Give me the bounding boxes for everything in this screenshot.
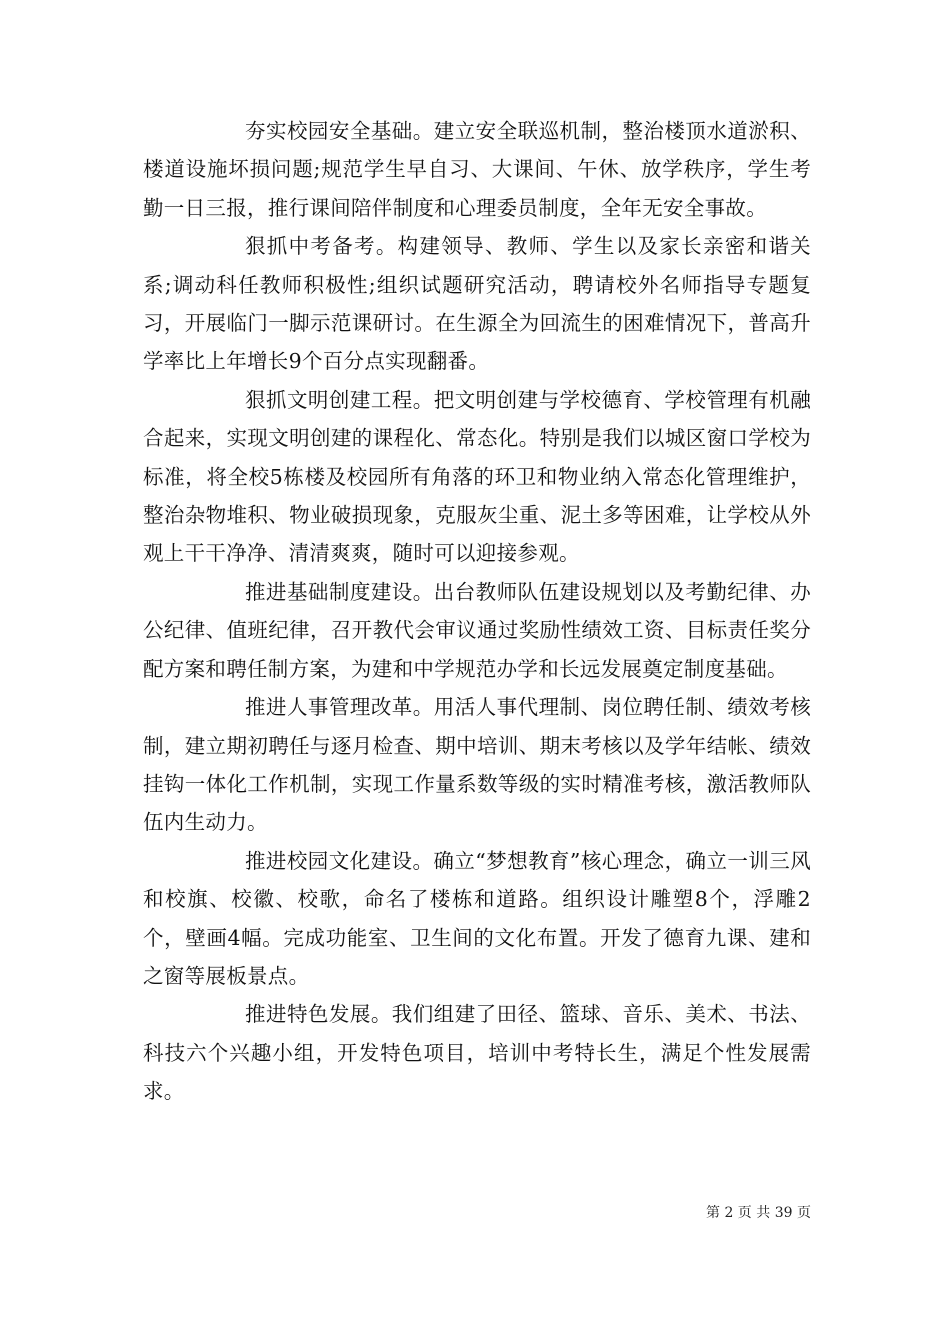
- paragraph-campus-culture: 推进校园文化建设。确立“梦想教育”核心理念，确立一训三风和校旗、校徽、校歌，命名了楼栋和道路。组织设计雕塑8个，浮雕2个，壁画4幅。完成功能室、卫生间的文化布置。开发了德育九课、建和之窗等展板景点。: [143, 848, 811, 988]
- paragraph-exam-preparation: 狠抓中考备考。构建领导、教师、学生以及家长亲密和谐关系;调动科任教师积极性;组织试题研究活动，聘请校外名师指导专题复习，开展临门一脚示范课研讨。在生源全为回流生的困难情况下，普高升学率比上年增长9个百分点实现翻番。: [143, 234, 811, 374]
- paragraph-characteristic-development: 推进特色发展。我们组建了田径、篮球、音乐、美术、书法、科技六个兴趣小组，开发特色项目，培训中考特长生，满足个性发展需求。: [143, 1002, 811, 1104]
- paragraph-personnel-reform: 推进人事管理改革。用活人事代理制、岗位聘任制、绩效考核制，建立期初聘任与逐月检查、期中培训、期末考核以及学年结帐、绩效挂钩一体化工作机制，实现工作量系数等级的实时精准考核，激活教师队伍内生动力。: [143, 695, 811, 835]
- paragraph-campus-safety: 夯实校园安全基础。建立安全联巡机制，整治楼顶水道淤积、楼道设施坏损问题;规范学生早自习、大课间、午休、放学秩序，学生考勤一日三报，推行课间陪伴制度和心理委员制度，全年无安全事故。: [143, 119, 811, 220]
- page-number-footer: 第 2 页 共 39 页: [706, 1205, 811, 1221]
- document-body: [143, 112, 811, 1111]
- paragraph-civilization-project: 狠抓文明创建工程。把文明创建与学校德育、学校管理有机融合起来，实现文明创建的课程化、常态化。特别是我们以城区窗口学校为标准，将全校5栋楼及校园所有角落的环卫和物业纳入常态化管理维护，整治杂物堆积、物业破损现象，克服灰尘重、泥土多等困难，让学校从外观上干干净净、清清爽爽，随时可以迎接参观。: [143, 387, 811, 566]
- paragraph-system-construction: 推进基础制度建设。出台教师队伍建设规划以及考勤纪律、办公纪律、值班纪律，召开教代会审议通过奖励性绩效工资、目标责任奖分配方案和聘任制方案，为建和中学规范办学和长远发展奠定制度基础。: [143, 579, 811, 681]
